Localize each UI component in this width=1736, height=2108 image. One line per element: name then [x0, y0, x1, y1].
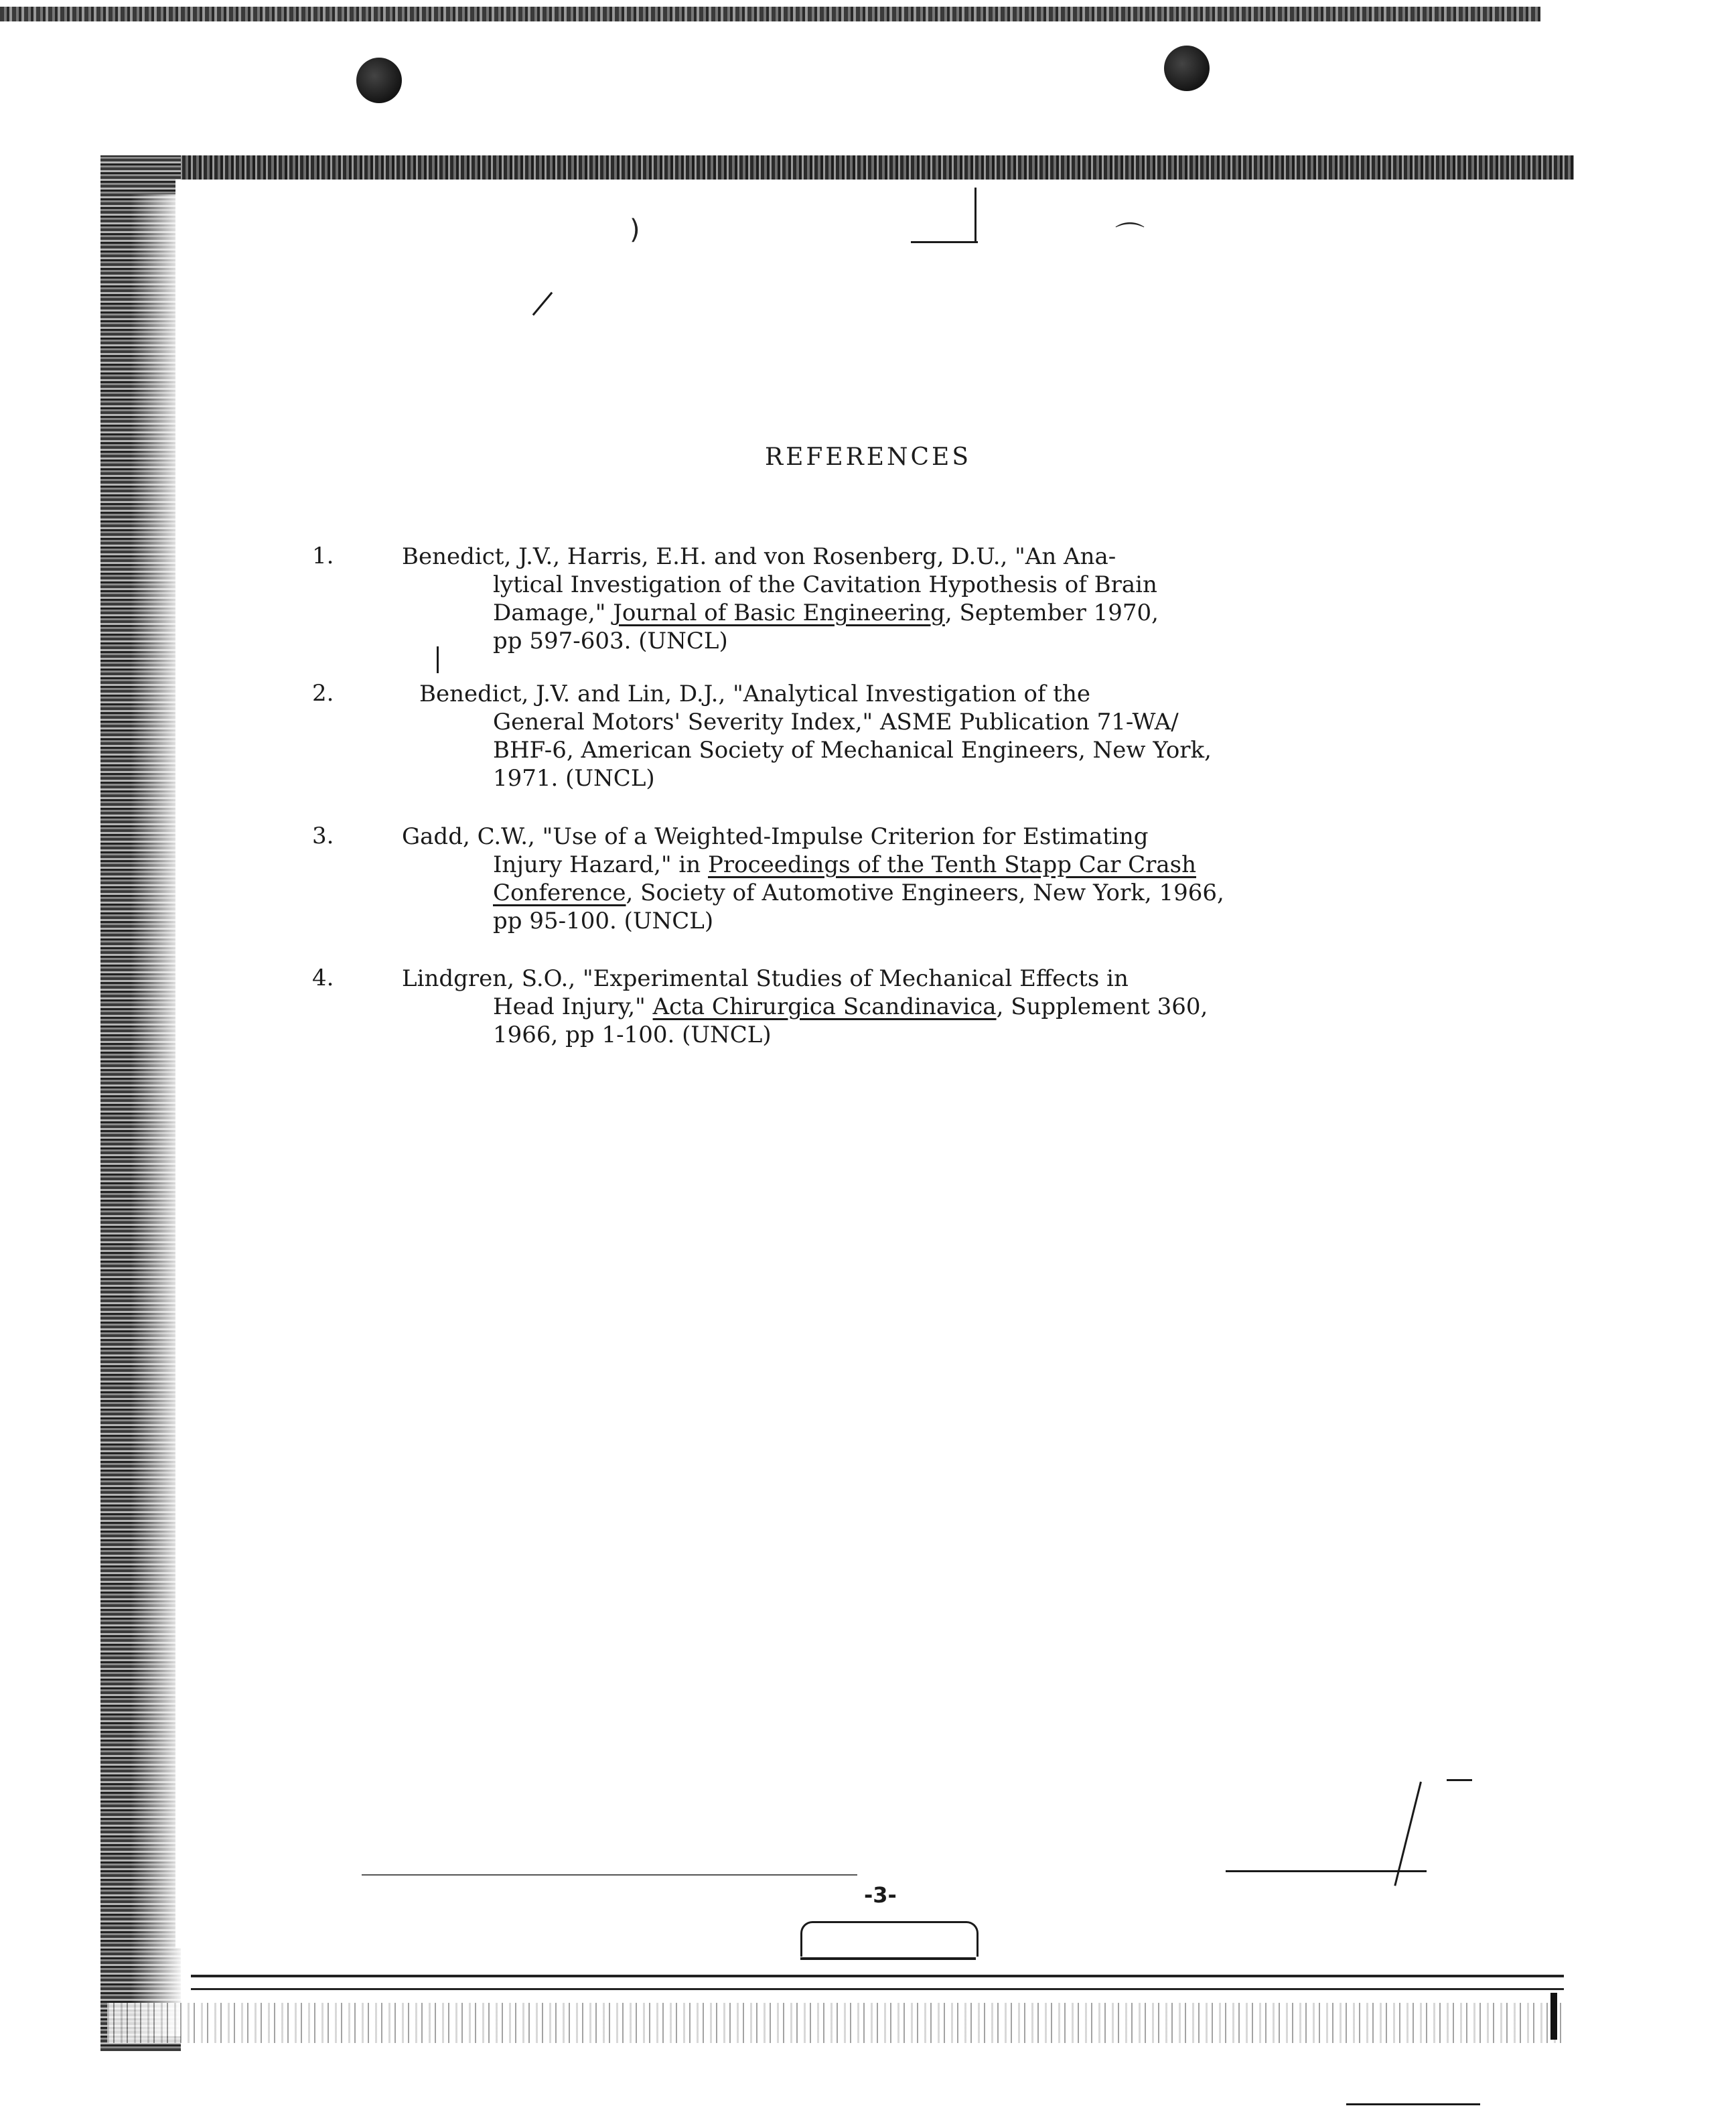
stray-mark: ): [630, 214, 640, 245]
stray-mark: [362, 1874, 857, 1876]
reference-line: BHF-6, American Society of Mechanical Engineers, New York,: [493, 737, 1212, 764]
reference-text-segment: Damage,": [493, 600, 613, 626]
stray-mark: [1447, 1779, 1472, 1781]
reference-line: Gadd, C.W., "Use of a Weighted-Impulse Criterion for Estimating: [402, 823, 1149, 850]
stray-mark: ⌒: [1115, 220, 1145, 255]
stray-mark: [1346, 2103, 1480, 2105]
reference-line: [402, 599, 1534, 627]
stray-mark: [1226, 1870, 1427, 1872]
reference-number: 1.: [312, 543, 334, 569]
bottom-scan-noise: [107, 2003, 1567, 2043]
reference-line: pp 95-100. (UNCL): [493, 908, 714, 934]
stray-mark: [974, 188, 976, 242]
journal-title: Journal of Basic Engineering: [613, 600, 945, 626]
bottom-right-tick: [1550, 1993, 1557, 2040]
punch-hole-right: [1164, 46, 1210, 91]
bracket-mark: [800, 1921, 979, 1957]
reference-line: [402, 851, 1534, 879]
bracket-mark: [800, 1957, 976, 1960]
reference-number: 4.: [312, 965, 334, 991]
proceedings-title: Conference: [493, 880, 626, 906]
reference-line: Lindgren, S.O., "Experimental Studies of Mechanical Effects in: [402, 965, 1129, 992]
bottom-rule: [191, 1975, 1564, 1977]
scan-top-strip: [0, 7, 1540, 21]
reference-text-segment: , Society of Automotive Engineers, New York, 1966,: [626, 880, 1224, 906]
page-title: REFERENCES: [764, 443, 971, 471]
journal-title: Acta Chirurgica Scandinavica: [652, 993, 997, 1020]
reference-line: General Motors' Severity Index," ASME Publication 71-WA/: [493, 709, 1179, 735]
stray-mark: [437, 646, 439, 673]
sheet-top-edge: [107, 155, 1574, 180]
reference-line: Benedict, J.V., Harris, E.H. and von Rosenberg, D.U., "An Ana-: [402, 543, 1116, 570]
reference-line: Benedict, J.V. and Lin, D.J., "Analytical Investigation of the: [419, 681, 1090, 707]
reference-text-segment: Head Injury,": [493, 993, 653, 1020]
reference-text: [402, 965, 1534, 1049]
reference-text: [402, 543, 1534, 655]
reference-text-segment: , Supplement 360,: [996, 993, 1208, 1020]
reference-number: 3.: [312, 823, 334, 849]
reference-text: [402, 823, 1534, 935]
punch-hole-left: [356, 58, 402, 103]
proceedings-title: Proceedings of the Tenth Stapp Car Crash: [708, 851, 1197, 878]
reference-line: [402, 879, 1534, 907]
stray-mark: [911, 241, 978, 243]
reference-number: 2.: [312, 680, 334, 707]
reference-line: pp 597-603. (UNCL): [493, 628, 728, 654]
reference-line: 1971. (UNCL): [493, 765, 655, 792]
bottom-rule: [191, 1988, 1564, 1990]
reference-text-segment: Injury Hazard," in: [493, 851, 708, 878]
reference-text: [419, 680, 1551, 792]
page-number: -3-: [864, 1882, 897, 1908]
reference-line: [402, 993, 1534, 1021]
reference-line: 1966, pp 1-100. (UNCL): [493, 1022, 772, 1048]
reference-line: lytical Investigation of the Cavitation Hypothesis of Brain: [493, 571, 1157, 598]
reference-text-segment: , September 1970,: [944, 600, 1159, 626]
